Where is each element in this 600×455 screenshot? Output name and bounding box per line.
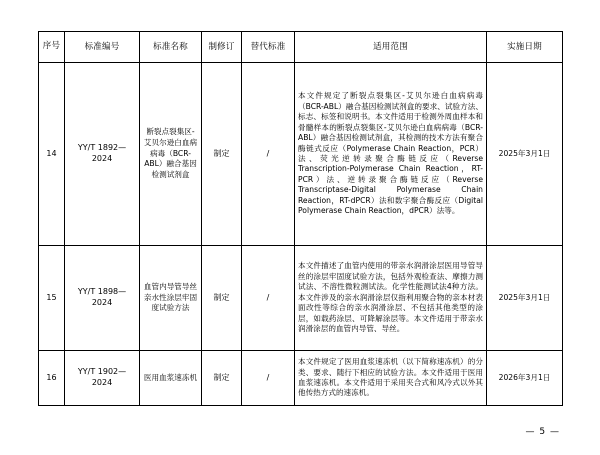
document-page bbox=[0, 31, 600, 455]
table-row bbox=[39, 246, 563, 351]
cell-type: 制定 bbox=[202, 246, 242, 351]
table-row bbox=[39, 63, 563, 246]
cell-scope: 本文件规定了断裂点裂集区-艾贝尔逊白血病病毒（BCR-ABL）融合基因检测试剂盒的要求、试验方法、标志、标签和说明书。本文件适用于检测外周血样本和骨髓样本的断裂点裂集区-艾贝尔逊白血病病毒（BCR-ABL）融合基因检测试剂盒，其检测的技术方法有聚合酶链式反应（Polymerase Chain Reaction，PCR）法、荧光逆转录聚合酶链反应（Reverse Transcription-Polymerase Chain Reaction，RT-PCR）法、逆转录聚合酶链反应（Reverse Transcriptase-Digital Polymerase Chain Reaction，RT-dPCR）法和数字聚合酶反应（Digital Polymerase Chain Reaction，dPCR）法等。 bbox=[295, 63, 487, 246]
cell-seq: 14 bbox=[39, 63, 65, 246]
cell-name: 血管内导管导丝亲水性涂层牢固度试验方法 bbox=[140, 246, 202, 351]
cell-scope: 本文件规定了医用血浆速冻机（以下简称速冻机）的分类、要求、随行下相应的试验方法。本文件适用于医用血浆速冻机。本文件适用于采用夹合式和风冷式以外其他传热方式的速冻机。 bbox=[295, 351, 487, 406]
cell-seq: 15 bbox=[39, 246, 65, 351]
cell-type: 制定 bbox=[202, 351, 242, 406]
table-header-row bbox=[39, 32, 563, 63]
column-header-name: 标准名称 bbox=[140, 32, 202, 63]
cell-replace: / bbox=[242, 246, 295, 351]
cell-date: 2025年3月1日 bbox=[487, 63, 563, 246]
cell-scope: 本文件描述了血管内使用的带亲水润滑涂层医用导管导丝的涂层牢固度试验方法，包括外观检查法、摩擦力测试法、不溶性微粒测试法。化学性能测试法4种方法。本文件涉及的亲水润滑涂层仅指利用聚合物的亲本材表面改性等综合的亲水润滑涂层、不包括其他类型的涂层，如载药涂层、可降解涂层等。本文件适用于带亲水润滑涂层的血管内导管、导丝。 bbox=[295, 246, 487, 351]
table-header bbox=[39, 32, 563, 63]
cell-date: 2025年3月1日 bbox=[487, 246, 563, 351]
cell-code: YY/T 1902—2024 bbox=[65, 351, 140, 406]
cell-seq: 16 bbox=[39, 351, 65, 406]
cell-name: 医用血浆速冻机 bbox=[140, 351, 202, 406]
cell-code: YY/T 1892—2024 bbox=[65, 63, 140, 246]
table-row bbox=[39, 351, 563, 406]
table-body bbox=[39, 63, 563, 406]
standards-table bbox=[38, 31, 563, 406]
column-header-replace: 替代标准 bbox=[242, 32, 295, 63]
cell-replace: / bbox=[242, 63, 295, 246]
cell-type: 制定 bbox=[202, 63, 242, 246]
column-header-type: 制修订 bbox=[202, 32, 242, 63]
column-header-code: 标准编号 bbox=[65, 32, 140, 63]
column-header-seq: 序号 bbox=[39, 32, 65, 63]
cell-name: 断裂点裂集区-艾贝尔逊白血病病毒（BCR-ABL）融合基因检测试剂盒 bbox=[140, 63, 202, 246]
page-number: — 5 — bbox=[525, 427, 560, 437]
column-header-date: 实施日期 bbox=[487, 32, 563, 63]
column-header-scope: 适用范围 bbox=[295, 32, 487, 63]
cell-code: YY/T 1898—2024 bbox=[65, 246, 140, 351]
cell-date: 2026年3月1日 bbox=[487, 351, 563, 406]
cell-replace: / bbox=[242, 351, 295, 406]
